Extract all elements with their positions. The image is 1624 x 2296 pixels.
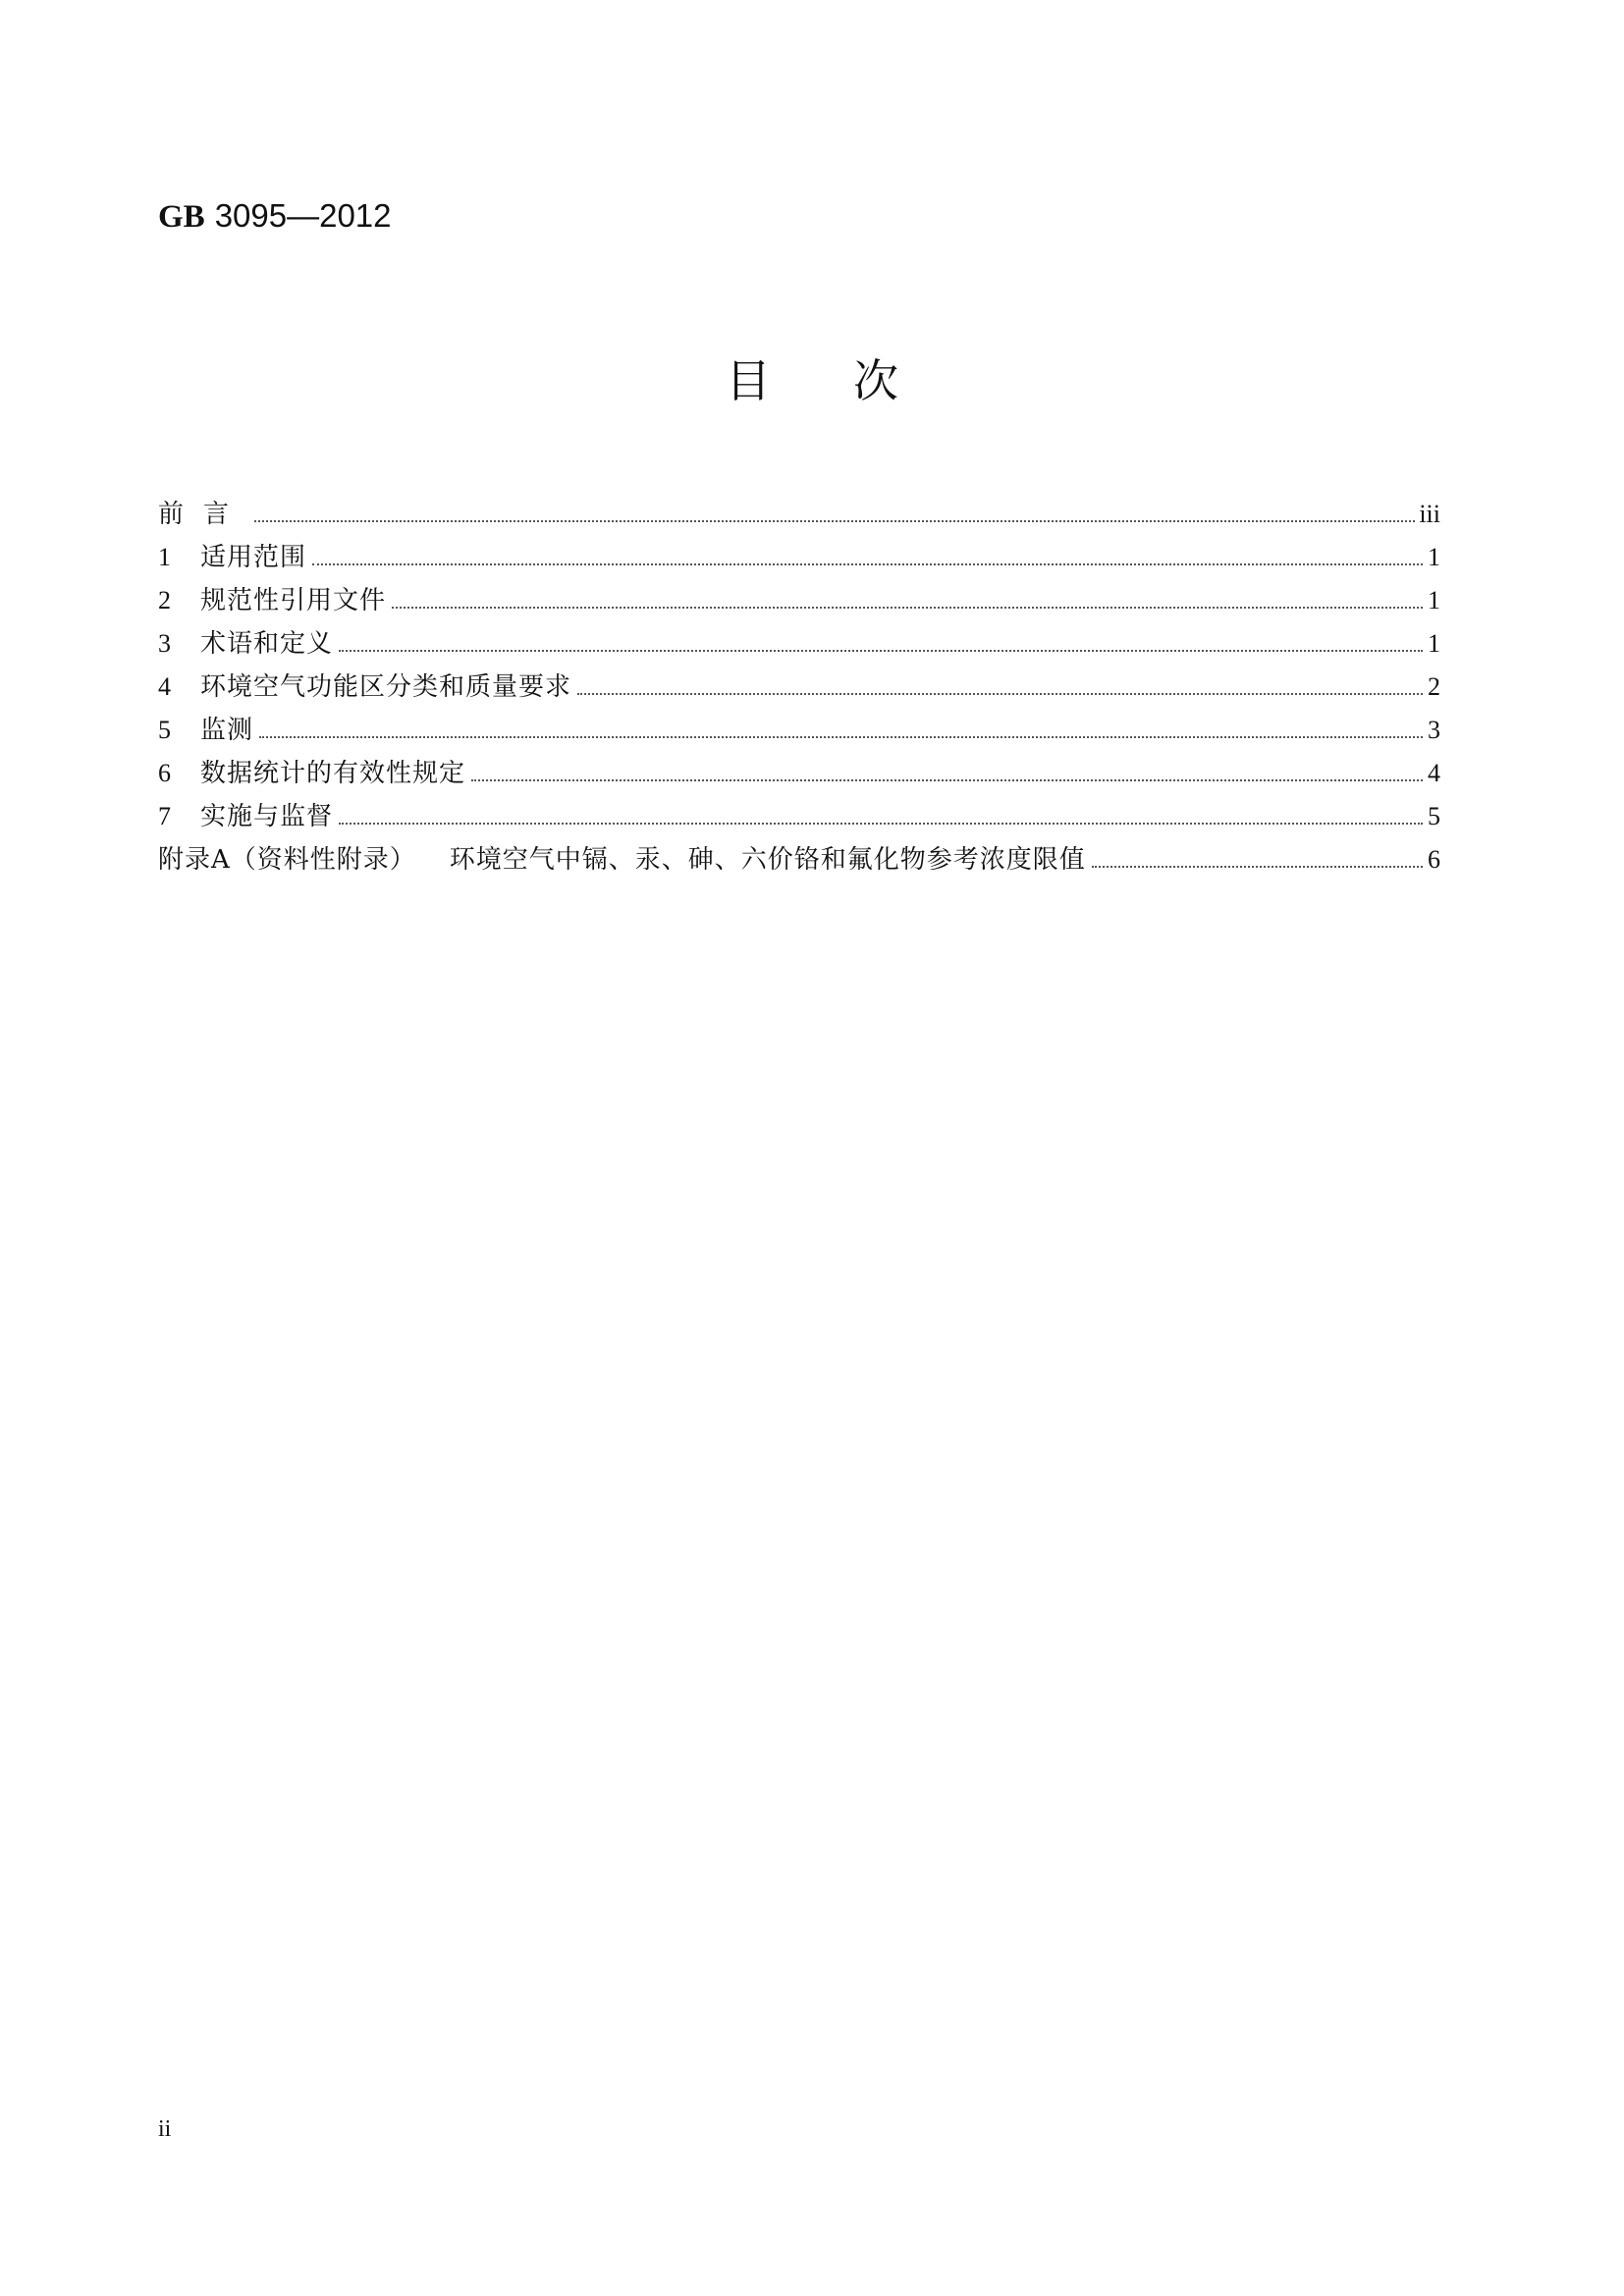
dot-leader <box>254 519 1415 522</box>
toc-entry-page: 3 <box>1428 716 1440 744</box>
toc-entry-page: 1 <box>1428 629 1440 658</box>
toc-entry-number: 7 <box>158 802 171 830</box>
standard-prefix: GB <box>158 199 205 235</box>
toc-entry-1[interactable] <box>158 536 1440 579</box>
toc-entry-label: 环境空气功能区分类和质量要求 <box>200 672 572 702</box>
dot-leader <box>577 692 1423 695</box>
dot-leader <box>471 778 1423 781</box>
toc-entry-number: 1 <box>158 543 171 571</box>
toc-entry-page: 4 <box>1428 759 1440 787</box>
toc-entry-label: 前言 <box>158 500 249 529</box>
toc-entry-6[interactable] <box>158 752 1440 795</box>
toc-entry-number: 5 <box>158 716 171 744</box>
toc-entry-label: 规范性引用文件 <box>200 586 387 615</box>
table-of-contents <box>158 493 1440 881</box>
toc-entry-page: 5 <box>1428 802 1440 830</box>
toc-entry-page: 1 <box>1428 586 1440 614</box>
toc-entry-foreword[interactable] <box>158 493 1440 536</box>
toc-entry-4[interactable] <box>158 666 1440 709</box>
dot-leader <box>1092 865 1423 868</box>
toc-entry-page: 1 <box>1428 543 1440 571</box>
dot-leader <box>392 606 1423 609</box>
dot-leader <box>312 562 1423 565</box>
toc-entry-number: 4 <box>158 672 171 701</box>
toc-entry-label: 适用范围 <box>200 543 307 572</box>
toc-entry-label: 监测 <box>200 716 254 745</box>
dot-leader <box>339 822 1423 825</box>
standard-number-header <box>158 194 392 239</box>
toc-entry-number: 2 <box>158 586 171 614</box>
dot-leader <box>259 735 1423 738</box>
toc-entry-number: 3 <box>158 629 171 658</box>
toc-entry-number: 6 <box>158 759 171 787</box>
toc-entry-label: 实施与监督 <box>200 802 334 831</box>
toc-entry-page: 6 <box>1428 845 1440 874</box>
toc-entry-2[interactable] <box>158 579 1440 622</box>
toc-entry-annex-a[interactable] <box>158 838 1440 881</box>
toc-entry-7[interactable] <box>158 795 1440 838</box>
standard-number: 3095—2012 <box>214 197 392 234</box>
toc-title: 目次 <box>726 354 981 407</box>
toc-entry-page: 2 <box>1428 672 1440 701</box>
toc-entry-label: 数据统计的有效性规定 <box>200 759 466 788</box>
dot-leader <box>339 649 1423 652</box>
toc-entry-label: 术语和定义 <box>200 629 334 659</box>
annex-title: 环境空气中镉、汞、砷、六价铬和氟化物参考浓度限值 <box>449 845 1086 875</box>
page-number: ii <box>158 2116 172 2142</box>
toc-entry-5[interactable] <box>158 709 1440 752</box>
toc-entry-3[interactable] <box>158 622 1440 666</box>
annex-label: 附录A（资料性附录） <box>158 845 416 875</box>
toc-entry-page: iii <box>1419 500 1440 528</box>
